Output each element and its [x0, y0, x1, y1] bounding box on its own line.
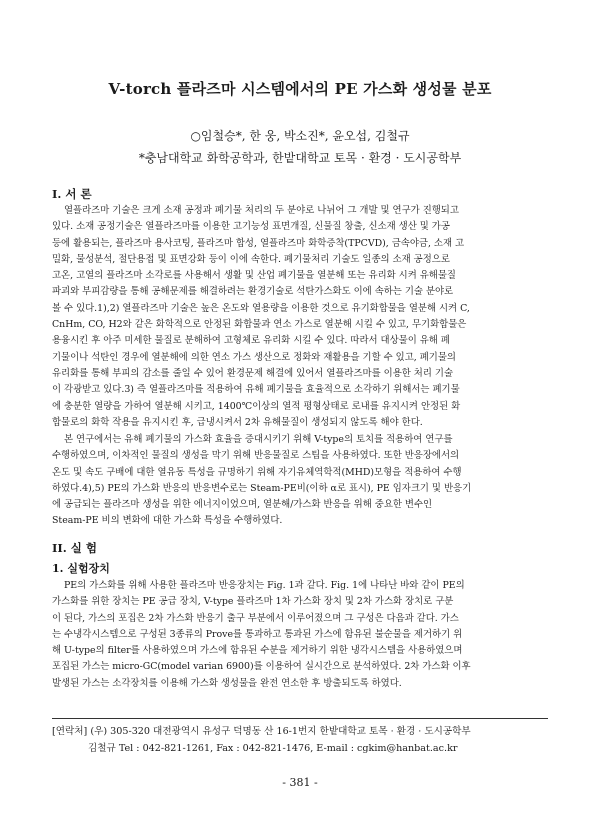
text-line: 본 연구에서는 유해 폐기물의 가스화 효율을 증대시키기 위해 V-type의 토치를 적용하여 연구를 — [64, 434, 453, 445]
contact-address: [연락처] (우) 305-320 대전광역시 유성구 덕명동 산 16-1번지 한밭대학교 토목 · 환경 · 도시공학부 — [52, 726, 471, 737]
intro-paragraph-2 — [52, 432, 548, 530]
text-line: 볼 수 있다.1),2) 열플라즈마 기술은 높은 온도와 열용량을 이용한 것으로 유기화합물을 열분해 시켜 C, — [52, 302, 470, 314]
text-line: 이 각광받고 있다.3) 즉 열플라즈마를 적용하여 유해 폐기물을 효율적으로 소각하기 위해서는 폐기물 — [52, 384, 460, 396]
page-number: - 381 - — [282, 776, 318, 789]
text-line: 용융시킨 후 아주 미세한 물질로 분해하여 고형체로 유리화 시킬 수 있다. 따라서 대상물이 유해 폐 — [52, 335, 450, 347]
text-line: 기물이나 석탄인 경우에 열분해에 의한 연소 가스 생산으로 정화와 재활용을 기할 수 있고, 폐기물의 — [52, 351, 456, 363]
text-line: 등에 활용되는, 플라즈마 용사코팅, 플라즈마 합성, 열플라즈마 화학증착(TPCVD), 금속야금, 소재 고 — [52, 237, 465, 249]
intro-paragraph-1 — [52, 203, 548, 431]
text-line: 는 수냉각시스템으로 구성된 3종류의 Prove를 통과하고 통과된 가스에 함유된 불순물을 제거하기 위 — [52, 628, 463, 640]
text-line: 합물로의 화학 작용을 유지시킨 후, 급냉시켜서 2차 유해물질이 생성되지 않도록 해야 한다. — [52, 416, 423, 428]
text-line: 에 공급되는 플라즈마 생성을 위한 에너지이었으며, 열분해/가스화 반응을 위해 중요한 변수인 — [52, 499, 433, 511]
text-line: Steam-PE 비의 변화에 대한 가스화 특성을 수행하였다. — [52, 515, 283, 527]
section-heading-introduction: I. 서 론 — [52, 187, 92, 201]
text-line: 수행하였으며, 이차적인 물질의 생성을 막기 위해 반응물질로 스팀을 사용하였다. 또한 반응장에서의 — [52, 450, 460, 462]
text-line: 하였다.4),5) PE의 가스화 반응의 반응변수로는 Steam-PE비(이하 α로 표시), PE 임자크기 및 반응기 — [52, 482, 472, 494]
contact-footnote — [52, 718, 548, 757]
text-line: 에 충분한 열량을 가하여 열분해 시키고, 1400℃이상의 열적 평형상태로 로내를 유지시켜 안정된 화 — [52, 400, 461, 412]
experiment-paragraph — [52, 578, 548, 692]
text-line: 있다. 소재 공정기술은 열플라즈마를 이용한 고기능성 표면개질, 신물질 창출, 신소재 생산 및 가공 — [52, 221, 450, 233]
text-line: 해 U-type의 filter를 사용하였으며 가스에 함유된 수분을 제거하기 위한 냉각시스템을 사용하였으며 — [52, 645, 463, 657]
text-line: 포집된 가스는 micro-GC(model varian 6900)를 이용하여 실시간으로 분석하였다. 2차 가스화 이후 — [52, 661, 471, 673]
text-line: 가스화를 위한 장치는 PE 공급 장치, V-type 플라즈마 1차 가스화 장치 및 2차 가스화 장치로 구분 — [52, 596, 454, 608]
text-line: 온도 및 속도 구배에 대한 열유동 특성을 규명하기 위해 자기유체역학적(MHD)모형을 적용하여 수행 — [52, 466, 462, 478]
subsection-heading-apparatus: 1. 실험장치 — [52, 562, 110, 575]
author-list: ○임철승*, 한 웅, 박소진*, 윤오섭, 김철규 — [190, 129, 410, 143]
affiliation: *충남대학교 화학공학과, 한밭대학교 토목 · 환경 · 도시공학부 — [138, 151, 462, 165]
text-line: 열플라즈마 기술은 크게 소재 공정과 폐기물 처리의 두 분야로 나뉘어 그 개발 및 연구가 진행되고 — [64, 205, 459, 216]
contact-phone-email: 김철규 Tel : 042-821-1261, Fax : 042-821-1476, E-mail : cgkim@hanbat.ac.kr — [88, 743, 458, 754]
text-line: 밀화, 물성분석, 절단용접 및 표면강화 등이 이에 속한다. 폐기물처리 기술도 일종의 소재 공정으로 — [52, 253, 450, 265]
text-line: PE의 가스화를 위해 사용한 플라즈마 반응장치는 Fig. 1과 같다. Fig. 1에 나타난 바와 같이 PE의 — [64, 580, 465, 591]
paper-title: V-torch 플라즈마 시스템에서의 PE 가스화 생성물 분포 — [108, 80, 492, 98]
text-line: 파괴와 부피감량을 통해 공해문제를 해결하려는 환경기술로 석탄가스화도 이에 속하는 기술 분야로 — [52, 286, 454, 298]
text-line: 발생된 가스는 소각장치를 이용해 가스화 생성물을 완전 연소한 후 방출되도록 하였다. — [52, 677, 402, 689]
text-line: 고온, 고열의 플라즈마 소각로를 사용해서 생활 및 산업 폐기물을 열분해 또는 유리화 시켜 유해물질 — [52, 270, 456, 282]
section-heading-experiment: II. 실 험 — [52, 541, 97, 555]
text-line: CnHm, CO, H2와 같은 화학적으로 안정된 화합물과 연소 가스로 열분해 시킬 수 있고, 무기화합물은 — [52, 319, 467, 331]
text-line: 이 된다, 가스의 포집은 2차 가스화 반응기 출구 부분에서 이루어졌으며 그 구성은 다음과 같다. 가스 — [52, 612, 459, 624]
text-line: 유리화를 통해 부피의 감소를 줄일 수 있어 환경문제 해결에 있어서 열플라즈마를 이용한 처리 기술 — [52, 367, 453, 379]
